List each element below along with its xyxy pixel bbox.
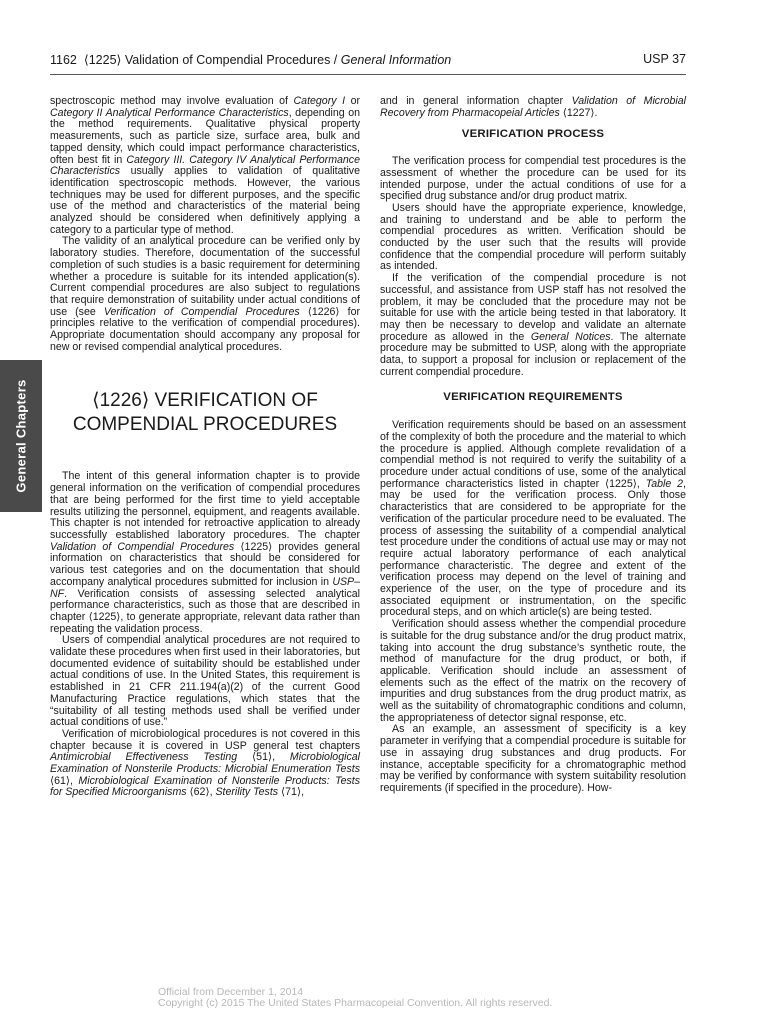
text-run: or [345, 95, 360, 107]
paragraph [380, 203, 686, 273]
edition-label: USP 37 [643, 52, 686, 66]
text-run: , depending on the method requirements. Qualitative physical property measurements, such as particle size, surface area, bulk and tapped density, which could impact performance characteristics, often best fit in [50, 106, 360, 166]
text-run: Verification requirements should be based on an assessment of the complexity of both the procedure and the material to which the procedure is applied. Although complete revalidation of a compendial method is not required to verify the suitability of a procedure under actual conditions of use, some of the analytical performance characteristics listed in chapter ⟨1225⟩, [380, 419, 686, 490]
text-run: . Verification consists of assessing selected analytical performance characteristics, such as those that are described in chapter ⟨1225⟩, to generate appropriate, relevant data rather than repeating the validation process. [50, 587, 360, 635]
page-number: 1162 [50, 53, 77, 67]
paragraph [50, 635, 360, 729]
italic-text: Microbiological Examination of Nonsterile Products: Microbial Enumeration Tests [50, 751, 360, 776]
text-run: ⟨62⟩, [186, 786, 216, 799]
italic-text: Category I [293, 95, 346, 107]
header-left [50, 52, 451, 67]
paragraph [380, 619, 686, 724]
side-tab [0, 360, 42, 512]
text-run: usually applies to validation of qualitative identification spectroscopic methods. However, the various techniques may be used for different purposes, and the specific use of the method and characteristics of the material being analyzed should be considered when definitively applying a category to a particular type of method. [50, 165, 360, 236]
italic-text: Sterility Tests [215, 786, 279, 799]
footer-copyright-line: Copyright (c) 2015 The United States Pharmacopeial Convention. All rights reserved. [158, 997, 553, 1009]
italic-text: Validation of Compendial Procedures [50, 540, 235, 553]
section-name: General Information [340, 53, 452, 67]
text-run: Users should have the appropriate experience, knowledge, and training to understand and be able to perform the compendial procedures as written. Verification should be conducted by the user such that the results will provide confidence that the compendial procedure will perform suitably as intended. [380, 201, 686, 273]
text-run: The intent of this general information chapter is to provide general information on the verification of compendial procedures that are being performed for the first time to yield acceptable results utilizing the personnel, equipment, and reagents available. This chapter is not intended for retroactive application to already successfully established laboratory procedures. The chapter [50, 470, 360, 541]
section-heading: VERIFICATION PROCESS [461, 128, 605, 141]
header-rule [50, 74, 686, 75]
chapter-title [50, 389, 360, 437]
paragraph [380, 420, 686, 619]
text-run: ⟨71⟩, [278, 786, 305, 799]
paragraph [50, 471, 360, 635]
left-column [50, 96, 360, 799]
text-run: Users of compendial analytical procedures are not required to validate these procedures when first used in their laboratories, but documented evidence of suitability should be established under actual conditions of use. In the United States, this requirement is established in 21 CFR 211.194(a)(2) of the current Good Manufacturing Practice regulations, which states that the “suitability of all testing methods used shall be verified under actual conditions of use.” [50, 634, 360, 729]
italic-text: Verification of Compendial Procedures [103, 305, 300, 318]
italic-text: Validation of Microbial Recovery from Pharmacopeial Articles [380, 95, 687, 119]
paragraph [380, 96, 686, 119]
italic-text: Category III. Category IV Analytical Performance Characteristics [50, 153, 360, 178]
text-run: ⟨61⟩, [50, 774, 79, 787]
text-run: The verification process for compendial test procedures is the assessment of whether the procedure can be used for its intended purpose, under the actual conditions of use for a specified drug substance and/or drug product matrix. [380, 155, 686, 203]
paragraph [50, 236, 360, 353]
chapter-ref: ⟨1225⟩ Validation of Compendial Procedures / [83, 53, 341, 67]
running-header [50, 52, 686, 72]
paragraph [380, 273, 686, 378]
text-run: If the verification of the compendial procedure is not successful, and assistance from USP staff has not resolved the problem, it may be concluded that the procedure may not be suitable for use with the article being tested in that laboratory. It may then be necessary to develop and validate an alternate procedure as allowed in the [380, 272, 686, 343]
section-heading: VERIFICATION REQUIREMENTS [443, 391, 623, 404]
text-run: ⟨1227⟩. [559, 106, 598, 119]
chapter-title-line1: ⟨1226⟩ VERIFICATION OF [92, 390, 318, 412]
text-run: As an example, an assessment of specificity is a key parameter in verifying that a compendial procedure is suitable for use in assaying drug substances and drug products. For instance, acceptable specificity for a chromatographic method may be verified by conformance with system suitability resolution requirements (if specified in the procedure). How- [380, 723, 686, 794]
text-run: ⟨1225⟩ provides general information on characteristics that should be considered for various test categories and on the documentation that should accompany analytical procedures submitted for inclusion in [50, 540, 360, 588]
paragraph [50, 729, 360, 799]
chapter-title-line2: COMPENDIAL PROCEDURES [72, 414, 338, 436]
italic-text: Microbiological Examination of Nonsterile Products: Tests for Specified Microorganisms [50, 774, 360, 799]
text-run: Verification should assess whether the compendial procedure is suitable for the drug substance and/or the drug product matrix, taking into account the drug substance’s synthetic route, the method of manufacture for the drug product, or both, if applicable. Verification should include an assessment of elements such as the effect of the matrix on the recovery of impurities and drug substances from the drug product matrix, as well as the suitability of chromatographic conditions and column, the appropriateness of detector signal response, etc. [380, 618, 686, 724]
text-run: , may be used for the verification process. Only those characteristics that are considered to be appropriate for the verification of the particular procedure need to be evaluated. The process of assessing the suitability of a compendial analytical test procedure under the conditions of actual use may or may not require actual laboratory performance of each analytical performance characteristic. The degree and extent of the verification process may depend on the level of training and experience of the user, on the type of procedure and its associated equipment or instrumentation, on the specific procedural steps, and on which article(s) are being tested. [380, 477, 686, 619]
footer-official-line: Official from December 1, 2014 [158, 986, 304, 998]
italic-text: Table 2 [645, 477, 684, 490]
italic-text: USP–NF [50, 575, 360, 600]
footer [158, 987, 552, 1009]
text-run: ⟨51⟩, [237, 751, 290, 764]
text-run: and in general information chapter [380, 95, 572, 107]
text-run: The validity of an analytical procedure can be verified only by laboratory studies. Therefore, documentation of the successful completion of such studies is a basic requirement for determining whether a procedure is suitable for its intended application(s). Current compendial procedures are also subject to regulations that require demonstration of suitability under actual conditions of use (see [50, 235, 360, 318]
text-run: ⟨1226⟩ for principles relative to the verification of compendial procedures). Appropriate documentation should accompany any proposal for new or revised compendial analytical procedures. [50, 305, 360, 353]
text-run: spectroscopic method may involve evaluation of [50, 95, 294, 107]
italic-text: Category II Analytical Performance Characteristics [50, 106, 289, 119]
paragraph [380, 724, 686, 794]
text-run: . The alternate procedure may be submitted to USP, along with the appropriate data, to support a proposal for inclusion or replacement of the current compendial procedure. [380, 330, 686, 378]
text-run: Verification of microbiological procedures is not covered in this chapter because it is covered in USP general test chapters [50, 727, 360, 752]
side-tab-label: General Chapters [13, 379, 29, 493]
right-column [380, 96, 686, 795]
italic-text: General Notices [530, 330, 611, 343]
paragraph [380, 156, 686, 203]
paragraph [50, 96, 360, 236]
italic-text: Antimicrobial Effectiveness Testing [50, 751, 238, 764]
